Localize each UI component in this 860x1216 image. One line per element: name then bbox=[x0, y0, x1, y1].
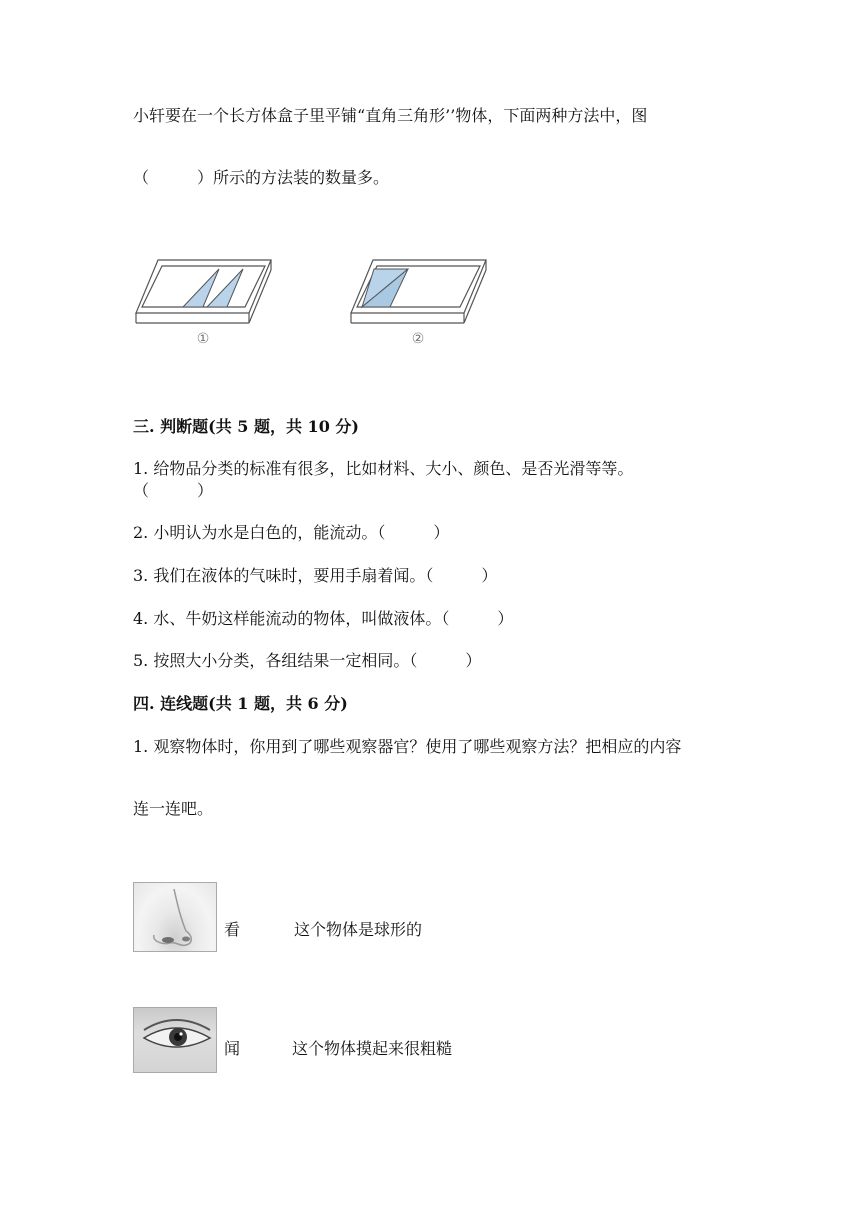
section-4-heading: 四. 连线题(共 1 题，共 6 分) bbox=[133, 694, 348, 713]
box-figure-1 bbox=[133, 255, 278, 355]
figure-1-label: ① bbox=[196, 331, 210, 347]
judgment-item-2: 2. 小明认为水是白色的，能流动。（ ） bbox=[133, 523, 450, 542]
question-text-line1: 小轩要在一个长方体盒子里平铺“直角三角形’’物体，下面两种方法中，图 bbox=[133, 106, 648, 125]
match-action-look: 看 bbox=[224, 920, 241, 939]
match-description-1: 这个物体是球形的 bbox=[294, 920, 423, 939]
judgment-item-1: 1. 给物品分类的标准有很多，比如材料、大小、颜色、是否光滑等等。 bbox=[133, 459, 634, 478]
question-text-line2: （ ）所示的方法装的数量多。 bbox=[133, 168, 390, 187]
match-action-smell: 闻 bbox=[224, 1039, 241, 1058]
match-description-2: 这个物体摸起来很粗糙 bbox=[292, 1039, 453, 1058]
judgment-item-4: 4. 水、牛奶这样能流动的物体，叫做液体。（ ） bbox=[133, 609, 514, 628]
box-figure-2 bbox=[348, 255, 493, 355]
judgment-item-1-blank: （ ） bbox=[133, 481, 214, 500]
nose-image bbox=[133, 882, 217, 952]
judgment-item-5: 5. 按照大小分类，各组结果一定相同。（ ） bbox=[133, 651, 482, 670]
matching-question-line2: 连一连吧。 bbox=[133, 799, 214, 818]
judgment-item-3: 3. 我们在液体的气味时，要用手扇着闻。（ ） bbox=[133, 566, 498, 585]
figure-2-label: ② bbox=[411, 331, 425, 347]
section-3-heading: 三. 判断题(共 5 题，共 10 分) bbox=[133, 417, 359, 436]
eye-image bbox=[133, 1007, 217, 1073]
eye-icon bbox=[134, 1008, 218, 1074]
matching-question-line1: 1. 观察物体时，你用到了哪些观察器官？使用了哪些观察方法？把相应的内容 bbox=[133, 737, 682, 756]
nose-icon bbox=[134, 883, 218, 953]
